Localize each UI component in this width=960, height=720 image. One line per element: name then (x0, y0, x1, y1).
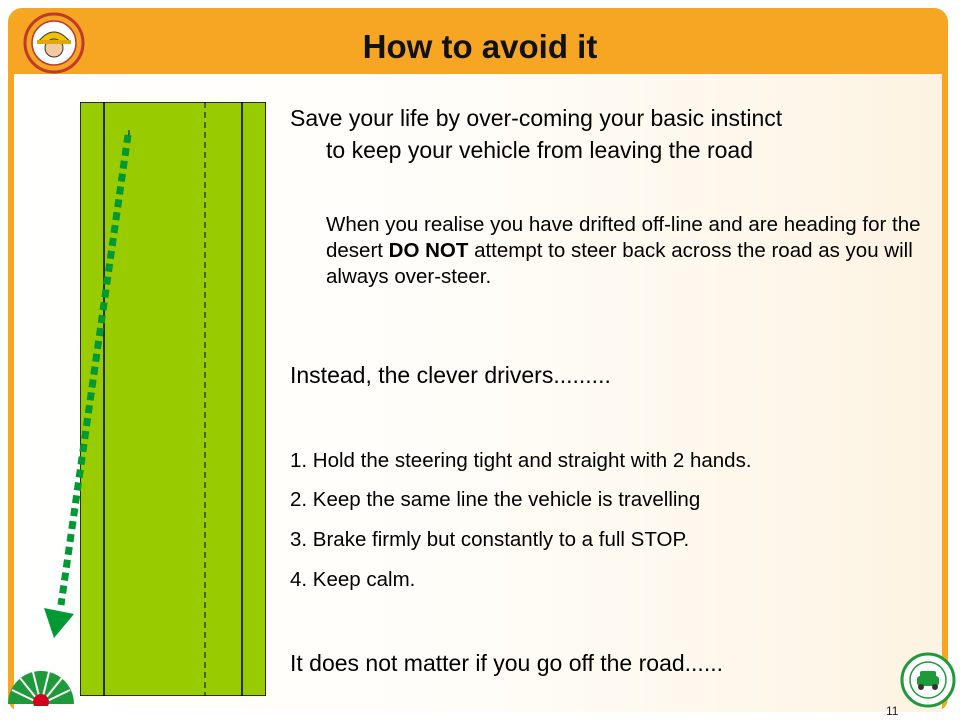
intro-paragraph: Save your life by over-coming your basic instinct to keep your vehicle from leaving the road (290, 105, 783, 163)
slide-title: How to avoid it (362, 28, 598, 65)
green-emblem-icon (6, 650, 76, 706)
step-item-3: 3. Brake firmly but constantly to a full STOP. (290, 528, 690, 551)
safety-is-teamwork-logo-icon (20, 12, 88, 74)
step-item-1: 1. Hold the steering tight and straight with 2 hands. (290, 449, 752, 472)
closing-text: It does not matter if you go off the road...... (290, 650, 723, 676)
do-not-emphasis: DO NOT (388, 239, 469, 262)
warning-paragraph: When you realise you have drifted off-line and are heading for the desert DO NOT attempt to steer back across the road as you will always over-steer. (326, 213, 921, 288)
instead-heading: Instead, the clever drivers......... (290, 362, 611, 388)
page-number: 11 (886, 704, 899, 718)
drive-to-arrive-logo-icon (900, 652, 956, 708)
step-item-4: 4. Keep calm. (290, 568, 416, 591)
drift-arrow-icon (40, 130, 140, 645)
step-item-2: 2. Keep the same line the vehicle is travelling (290, 488, 701, 511)
